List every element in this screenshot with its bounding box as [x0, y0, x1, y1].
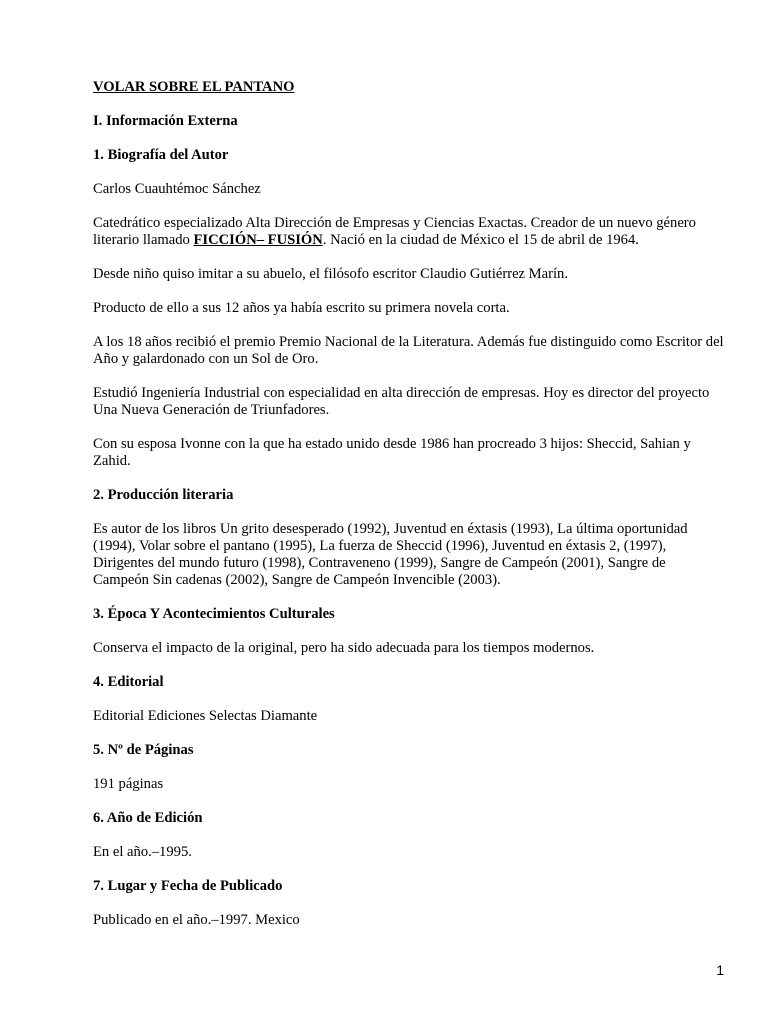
biography-paragraph-3: Producto de ello a sus 12 años ya había escrito su primera novela corta. — [93, 300, 510, 316]
editorial-paragraph: Editorial Ediciones Selectas Diamante — [93, 708, 318, 724]
epoca-paragraph: Conserva el impacto de la original, pero ha sido adecuada para los tiempos modernos. — [93, 640, 595, 656]
biography-paragraph-2: Desde niño quiso imitar a su abuelo, el filósofo escritor Claudio Gutiérrez Marín. — [93, 266, 568, 282]
section-heading-lugar: 7. Lugar y Fecha de Publicado — [93, 878, 283, 894]
anio-paragraph: En el año.–1995. — [93, 844, 192, 860]
biography-paragraph-1-text-b: . Nació en la ciudad de México el 15 de abril de 1964. — [322, 232, 639, 248]
section-heading-epoca: 3. Época Y Acontecimientos Culturales — [93, 606, 335, 622]
document-title: VOLAR SOBRE EL PANTANO — [93, 79, 295, 95]
biography-paragraph-4: A los 18 años recibió el premio Premio Nacional de la Literatura. Además fue distinguido como Escritor del Año y galardonado con un Sol de Oro. — [93, 334, 724, 367]
section-heading-biografia: 1. Biografía del Autor — [93, 147, 229, 163]
biography-paragraph-1 — [93, 215, 725, 249]
lugar-paragraph: Publicado en el año.–1997. Mexico — [93, 912, 300, 928]
section-heading-anio: 6. Año de Edición — [93, 810, 203, 826]
biography-paragraph-1-text-a: Catedrático especializado Alta Dirección de Empresas y Ciencias Exactas. Creador de un nuevo género literario llamado — [93, 215, 696, 248]
produccion-paragraph: Es autor de los libros Un grito desesperado (1992), Juventud en éxtasis (1993), La última oportunidad (1994), Volar sobre el pantano (1995), La fuerza de Sheccid (1996), Juventud en éxtasis 2, (1997), Dirigentes del mundo futuro (1998), Contraveneno (1999), Sangre de Campeón (2001), Sangre de Campeón Sin cadenas (2002), Sangre de Campeón Invencible (2003). — [93, 521, 688, 588]
document-body — [93, 79, 725, 946]
biography-paragraph-6: Con su esposa Ivonne con la que ha estado unido desde 1986 han procreado 3 hijos: Sheccid, Sahian y Zahid. — [93, 436, 691, 469]
section-heading-produccion: 2. Producción literaria — [93, 487, 234, 503]
biography-paragraph-5: Estudió Ingeniería Industrial con especialidad en alta dirección de empresas. Hoy es director del proyecto Una Nueva Generación de Triunfadores. — [93, 385, 710, 418]
section-heading-paginas: 5. Nº de Páginas — [93, 742, 194, 758]
author-name: Carlos Cuauhtémoc Sánchez — [93, 181, 261, 197]
page-number: 1 — [716, 962, 724, 978]
genre-name: FICCIÓN– FUSIÓN — [193, 232, 323, 248]
paginas-paragraph: 191 páginas — [93, 776, 164, 792]
section-heading-editorial: 4. Editorial — [93, 674, 164, 690]
section-heading-info-externa: I. Información Externa — [93, 113, 238, 129]
